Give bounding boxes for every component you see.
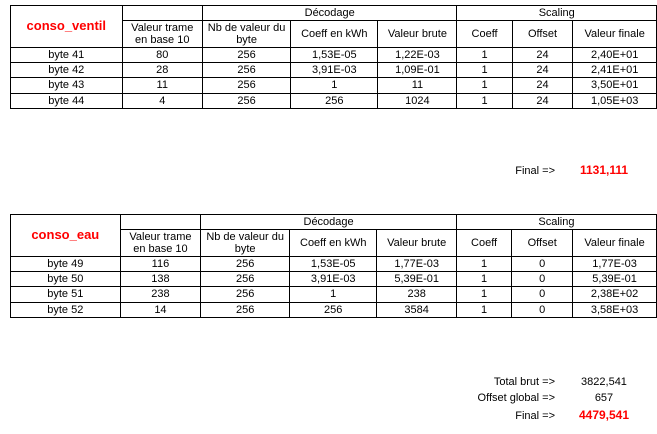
cell-valeur-finale: 2,41E+01 bbox=[573, 63, 657, 78]
cell-valeur-trame: 14 bbox=[120, 302, 201, 317]
table-row bbox=[11, 287, 657, 302]
footer-value-final: 4479,541 bbox=[578, 408, 630, 422]
table-row bbox=[11, 93, 657, 108]
cell-coeff-kwh: 1 bbox=[289, 287, 377, 302]
cell-coeff: 1 bbox=[456, 272, 511, 287]
cell-valeur-trame: 80 bbox=[122, 48, 202, 63]
column-header-nb-valeur-byte: Nb de valeur du byte bbox=[201, 230, 290, 257]
footer-label-total-brut: Total brut => bbox=[493, 376, 555, 388]
cell-valeur-brute: 238 bbox=[377, 287, 456, 302]
footer-row bbox=[380, 392, 647, 408]
row-label: byte 52 bbox=[11, 302, 121, 317]
column-header-valeur-finale: Valeur finale bbox=[573, 230, 657, 257]
cell-valeur-brute: 11 bbox=[378, 78, 457, 93]
group-header-row bbox=[11, 215, 657, 230]
cell-coeff: 1 bbox=[456, 302, 511, 317]
column-header-offset: Offset bbox=[512, 21, 573, 48]
table-row bbox=[11, 272, 657, 287]
cell-valeur-finale: 3,58E+03 bbox=[573, 302, 657, 317]
data-table-conso-ventil bbox=[10, 5, 657, 109]
cell-valeur-finale: 2,38E+02 bbox=[573, 287, 657, 302]
cell-valeur-finale: 2,40E+01 bbox=[573, 48, 657, 63]
table-title: conso_eau bbox=[31, 227, 100, 243]
cell-offset: 24 bbox=[512, 78, 573, 93]
table-row bbox=[11, 48, 657, 63]
cell-nb-valeur-byte: 256 bbox=[201, 272, 290, 287]
group-header-row bbox=[11, 6, 657, 21]
data-table-conso-eau bbox=[10, 214, 657, 318]
cell-nb-valeur-byte: 256 bbox=[201, 257, 290, 272]
cell-nb-valeur-byte: 256 bbox=[201, 287, 290, 302]
group-header-decodage: Décodage bbox=[202, 6, 457, 21]
cell-valeur-finale: 5,39E-01 bbox=[573, 272, 657, 287]
cell-coeff-kwh: 1 bbox=[291, 78, 378, 93]
cell-coeff-kwh: 3,91E-03 bbox=[289, 272, 377, 287]
cell-valeur-brute: 1,77E-03 bbox=[377, 257, 456, 272]
cell-valeur-brute: 1024 bbox=[378, 93, 457, 108]
group-header-scaling: Scaling bbox=[457, 6, 657, 21]
cell-valeur-brute: 5,39E-01 bbox=[377, 272, 456, 287]
cell-nb-valeur-byte: 256 bbox=[202, 78, 290, 93]
column-header-valeur-brute: Valeur brute bbox=[378, 21, 457, 48]
cell-coeff-kwh: 256 bbox=[291, 93, 378, 108]
cell-coeff: 1 bbox=[457, 48, 512, 63]
row-label: byte 41 bbox=[11, 48, 123, 63]
cell-valeur-trame: 11 bbox=[122, 78, 202, 93]
table-block-conso-ventil bbox=[10, 5, 657, 109]
column-header-valeur-finale: Valeur finale bbox=[573, 21, 657, 48]
footer-value-offset-global: 657 bbox=[594, 392, 614, 404]
table-title: conso_ventil bbox=[26, 18, 106, 34]
footer-conso-eau bbox=[380, 376, 647, 424]
cell-valeur-brute: 3584 bbox=[377, 302, 456, 317]
cell-coeff-kwh: 1,53E-05 bbox=[289, 257, 377, 272]
cell-valeur-brute: 1,22E-03 bbox=[378, 48, 457, 63]
row-label: byte 49 bbox=[11, 257, 121, 272]
cell-coeff: 1 bbox=[456, 257, 511, 272]
cell-coeff-kwh: 1,53E-05 bbox=[291, 48, 378, 63]
table-block-conso-eau bbox=[10, 214, 657, 318]
cell-nb-valeur-byte: 256 bbox=[202, 93, 290, 108]
cell-valeur-trame: 28 bbox=[122, 63, 202, 78]
group-header-decodage: Décodage bbox=[201, 215, 457, 230]
table-row bbox=[11, 257, 657, 272]
cell-valeur-finale: 1,05E+03 bbox=[573, 93, 657, 108]
cell-valeur-trame: 116 bbox=[120, 257, 201, 272]
row-label: byte 51 bbox=[11, 287, 121, 302]
footer-value-final: 1131,111 bbox=[579, 163, 629, 177]
column-header-coeff-kwh: Coeff en kWh bbox=[289, 230, 377, 257]
column-header-coeff: Coeff bbox=[457, 21, 512, 48]
cell-coeff-kwh: 3,91E-03 bbox=[291, 63, 378, 78]
column-header-coeff: Coeff bbox=[456, 230, 511, 257]
footer-conso-ventil bbox=[390, 163, 647, 179]
cell-coeff-kwh: 256 bbox=[289, 302, 377, 317]
column-header-valeur-trame: Valeur trame en base 10 bbox=[122, 21, 202, 48]
table-row bbox=[11, 63, 657, 78]
cell-valeur-finale: 1,77E-03 bbox=[573, 257, 657, 272]
column-header-coeff-kwh: Coeff en kWh bbox=[291, 21, 378, 48]
footer-row bbox=[390, 163, 647, 179]
cell-offset: 24 bbox=[512, 63, 573, 78]
column-header-valeur-brute: Valeur brute bbox=[377, 230, 456, 257]
cell-nb-valeur-byte: 256 bbox=[202, 63, 290, 78]
footer-label-final: Final => bbox=[515, 410, 555, 422]
row-label: byte 43 bbox=[11, 78, 123, 93]
cell-coeff: 1 bbox=[457, 78, 512, 93]
cell-offset: 0 bbox=[512, 302, 573, 317]
cell-valeur-trame: 138 bbox=[120, 272, 201, 287]
row-label: byte 44 bbox=[11, 93, 123, 108]
footer-label-final: Final => bbox=[515, 165, 555, 177]
group-header-scaling: Scaling bbox=[456, 215, 656, 230]
table-row bbox=[11, 302, 657, 317]
cell-offset: 0 bbox=[512, 257, 573, 272]
cell-valeur-brute: 1,09E-01 bbox=[378, 63, 457, 78]
cell-valeur-trame: 238 bbox=[120, 287, 201, 302]
table-row bbox=[11, 78, 657, 93]
cell-nb-valeur-byte: 256 bbox=[201, 302, 290, 317]
cell-offset: 24 bbox=[512, 48, 573, 63]
footer-value-total-brut: 3822,541 bbox=[581, 376, 627, 388]
table-title-cell bbox=[11, 215, 121, 257]
cell-valeur-trame: 4 bbox=[122, 93, 202, 108]
footer-label-offset-global: Offset global => bbox=[477, 392, 555, 404]
footer-row bbox=[380, 376, 647, 392]
column-header-offset: Offset bbox=[512, 230, 573, 257]
cell-offset: 0 bbox=[512, 287, 573, 302]
cell-coeff: 1 bbox=[457, 93, 512, 108]
footer-row bbox=[380, 408, 647, 424]
column-header-valeur-trame: Valeur trame en base 10 bbox=[120, 230, 201, 257]
table-title-cell bbox=[11, 6, 123, 48]
cell-coeff: 1 bbox=[457, 63, 512, 78]
cell-nb-valeur-byte: 256 bbox=[202, 48, 290, 63]
cell-coeff: 1 bbox=[456, 287, 511, 302]
cell-offset: 0 bbox=[512, 272, 573, 287]
spacer-cell bbox=[122, 6, 202, 21]
row-label: byte 50 bbox=[11, 272, 121, 287]
cell-offset: 24 bbox=[512, 93, 573, 108]
cell-valeur-finale: 3,50E+01 bbox=[573, 78, 657, 93]
spacer-cell bbox=[120, 215, 201, 230]
column-header-nb-valeur-byte: Nb de valeur du byte bbox=[202, 21, 290, 48]
row-label: byte 42 bbox=[11, 63, 123, 78]
